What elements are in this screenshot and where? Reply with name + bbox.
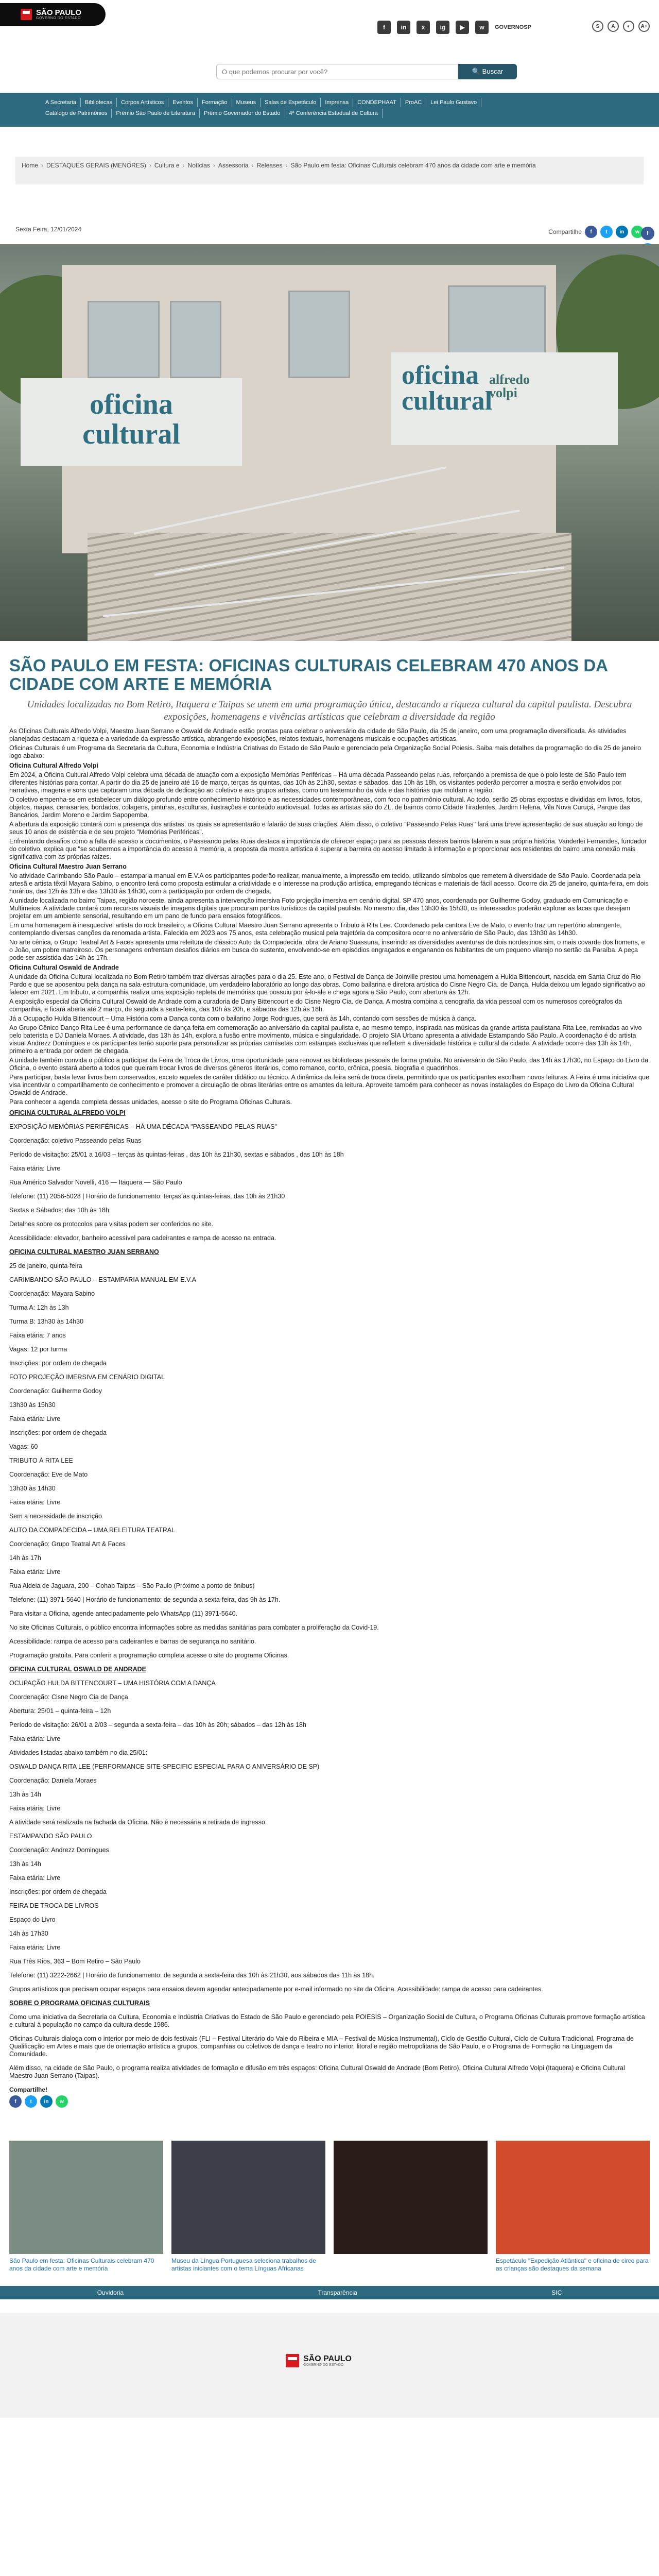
program-line: Acessibilidade: elevador, banheiro acessível para cadeirantes e rampa de acesso na entrada. (9, 1234, 276, 1242)
program-line: OCUPAÇÃO HULDA BITTENCOURT – UMA HISTÓRIA COM A DANÇA (9, 1680, 216, 1687)
nav-item[interactable]: Formação (198, 98, 232, 107)
program-line: Oficinas Culturais dialoga com o interior por meio de dois festivais (FLI – Festival Literário do Vale do Ribeira e MIA – Festival de Música Instrumental), Ciclo de Gestão Cultural, Ciclo de Cultura Tradicional, Programa de Qualificação em Artes e mais que de orientação artística a grupos, companhias ou coletivos de dança e teatro no interior, litoral e região metropolitana de São Paulo, e o Programa de Formação na Linguagem da Comunidade. (9, 2035, 634, 2058)
window (88, 301, 160, 378)
nav-item[interactable]: Catálogo de Patrimônios (41, 109, 112, 118)
nav-item[interactable]: Imprensa (321, 98, 353, 107)
related-caption[interactable]: Espetáculo "Expedição Atlântica" e oficina de circo para as crianças são destaques da semana (496, 2257, 649, 2272)
breadcrumb-item[interactable]: Cultura e (154, 162, 180, 169)
nav-item[interactable]: Bibliotecas (81, 98, 117, 107)
program-line: Abertura: 25/01 – quinta-feira – 12h (9, 1707, 111, 1715)
related-news (0, 2141, 659, 2273)
breadcrumb-item[interactable]: Assessoria (218, 162, 249, 169)
related-thumbnail[interactable] (9, 2141, 163, 2254)
banner-word: oficina (402, 361, 479, 390)
program-line: Coordenação: Eve de Mato (9, 1471, 88, 1478)
banner-right (391, 352, 618, 445)
footer-link[interactable]: Ouvidoria (97, 2289, 124, 2296)
breadcrumb-separator-icon: › (285, 162, 288, 169)
paragraph: Em 2024, a Oficina Cultural Alfredo Volpi celebra uma década de atuação com a exposição Memórias Periféricas – Há uma década Passeando pelas ruas, reforçando a premissa de que o polo leste de São Paulo tem diferentes histórias para contar. A partir do dia 25 de janeiro até 16 de março, terças às quintas, das 10h às 21h30, sextas e sábados, das 10h às 18h, os visitantes poderão percorrer a mostra e serão envolvidos por narrativas, imagens e sons que capturam uma década de dedicação ao coletivo e aos grupos artistas, como um testemunho da vida e das histórias que moldam a região. (9, 771, 627, 794)
article-subtitle: Unidades localizadas no Bom Retiro, Itaquera e Taipas se unem em uma programação única, destacando a riqueza cultural da capital paulista. Descubra exposições, homenagens e vivências artísticas que celebram a diversidade da região (27, 699, 632, 722)
program-line: Coordenação: Daniela Moraes (9, 1777, 97, 1784)
accessibility-icon[interactable]: A+ (638, 21, 650, 32)
paragraph: As Oficinas Culturais Alfredo Volpi, Maestro Juan Serrano e Oswald de Andrade estão prontas para celebrar o aniversário da cidade de São Paulo, dia 25 de janeiro, com uma programação diversificada. As atividades planejadas destacam a riqueza e a variedade da expressão artística, abrangendo exposições, relatos textuais, homenagens musicais e ocupações artísticas. (9, 727, 627, 742)
related-caption[interactable]: Museu da Língua Portuguesa seleciona trabalhos de artistas iniciantes com o tema Línguas Africanas (171, 2257, 316, 2272)
program-line: 13h às 14h (9, 1791, 41, 1798)
banner-word: volpi (489, 385, 517, 400)
banner-word: alfredo (489, 372, 530, 387)
breadcrumb-item[interactable]: Home (22, 162, 39, 169)
program-line: FEIRA DE TROCA DE LIVROS (9, 1902, 99, 1909)
social-icon[interactable]: in (397, 21, 410, 34)
section-heading: Oficina Cultural Alfredo Volpi (9, 762, 98, 769)
paragraph: No arte cênica, o Grupo Teatral Art & Faces apresenta uma releitura de clássico Auto da Compadecida, obra de Ariano Suassuna, inserindo as diversidades aventuras de dois nordestinos sim, o mais covarde dos homens, e o João, um pobre matreiroso. Os personagens enfrentam desafios diários em busca do sustento, envolvendo-se em episódios engraçados e enganando os habitantes de um pequeno vilarejo no sertão da Paraíba. A peça pode ser assistida das 14h às 17h. (9, 939, 645, 961)
program-line: Faixa etária: Livre (9, 1735, 61, 1742)
related-thumbnail[interactable] (334, 2141, 488, 2254)
banner-left (21, 378, 242, 466)
accessibility-icon[interactable]: ◐ (623, 21, 634, 32)
footer-link[interactable]: SIC (551, 2289, 562, 2296)
social-icon[interactable]: ig (436, 21, 449, 34)
paragraph: A unidade da Oficina Cultural localizada no Bom Retiro também traz diversas atrações para o dia 25. Este ano, o Festival de Dança de Joinville prestou uma homenagem a Hulda Bittencourt, nascida em Santa Cruz do Rio Pardo e que se aposentou pela dança na sala·estrutura·comunidade, um verdadeiro laboratório ao longo das obras. Como bailarina e diretora artística do Cisne Negro Cia. de Dança, Hulda deixou um legado significativo ao falecer em 2021. Em tributo, a companhia realiza uma exposição repleta de memórias que possuiu por á-lo-ale e chega agora a São Paulo, com abertura às 12h. (9, 973, 645, 996)
share-top (548, 226, 644, 238)
article-title: SÃO PAULO EM FESTA: OFICINAS CULTURAIS CELEBRAM 470 ANOS DA CIDADE COM ARTE E MEMÓRIA (9, 656, 608, 693)
breadcrumb (15, 157, 644, 184)
breadcrumb-item[interactable]: Releases (256, 162, 283, 169)
program-line: Inscrições: por ordem de chegada (9, 1888, 107, 1895)
accessibility-controls (592, 21, 650, 32)
program-line: Detalhes sobre os protocolos para visitas podem ser conferidos no site. (9, 1221, 214, 1228)
paragraph: No atividade Carimbando São Paulo – estamparia manual em E.V.A os participantes poderão realizar, manualmente, a impressão em tecido, utilizando símbolos que remetem à diversidade de São Paulo. Coordenada pela artesã e artista têxtil Mayara Sabino, o encontro terá como proposta estimular a criatividade e o interesse na produção artística, empregando técnicas e materiais de fácil acesso. Ocorre dia 25 de janeiro, quinta-feira, em dois horários, das 12h às 13h e das 13h30 às 14h30, com a participação por ordem de chegada. (9, 872, 649, 895)
program-line: FOTO PROJEÇÃO IMERSIVA EM CENÁRIO DIGITAL (9, 1374, 165, 1381)
program-line: Inscrições: por ordem de chegada (9, 1360, 107, 1367)
program-line: Vagas: 60 (9, 1443, 38, 1450)
stairs (88, 533, 571, 641)
footer-links (0, 2286, 659, 2299)
footer-logo[interactable] (286, 2354, 352, 2367)
main-navigation (0, 93, 659, 127)
related-card[interactable] (171, 2141, 325, 2273)
breadcrumb-separator-icon: › (149, 162, 151, 169)
program-line: Vagas: 12 por turma (9, 1346, 67, 1353)
program-line: Coordenação: Cisne Negro Cia de Dança (9, 1693, 128, 1701)
accessibility-icon[interactable]: A (608, 21, 619, 32)
publish-date: Sexta Feira, 12/01/2024 (15, 226, 82, 233)
nav-row-1 (41, 98, 659, 107)
program-line: Telefone: (11) 3222-2662 | Horário de funcionamento: de segunda a sexta-feira das 10h às 21h30, aos sábados das 11h às 18h. (9, 1972, 375, 1979)
brand-name: SÃO PAULO (36, 8, 82, 17)
search-button[interactable] (458, 64, 517, 79)
article-meta (15, 226, 644, 238)
nav-row-2 (41, 109, 659, 118)
social-icon[interactable]: x (417, 21, 430, 34)
program-line: Telefone: (11) 2056-5028 | Horário de funcionamento: terças às quintas-feiras, das 10h às 21h30 (9, 1193, 285, 1200)
program-line: Período de visitação: 25/01 a 16/03 – terças às quintas-feiras , das 10h às 21h30, sextas e sábados , das 10h às 18h (9, 1151, 344, 1158)
program-line: Faixa etária: Livre (9, 1165, 61, 1172)
nav-item[interactable]: Prêmio Governador do Estado (200, 109, 285, 118)
section-heading: Oficina Cultural Maestro Juan Serrano (9, 863, 127, 870)
program-list (9, 1109, 650, 2080)
related-card[interactable] (9, 2141, 163, 2273)
footer-brand-sub: GOVERNO DO ESTADO (303, 2363, 344, 2367)
nav-item[interactable]: ProAC (401, 98, 426, 107)
facebook-icon[interactable]: f (641, 227, 654, 240)
nav-item[interactable]: Museus (232, 98, 261, 107)
paragraph: A unidade localizada no bairro Taipas, região noroeste, ainda apresenta a intervenção imersiva Foto projeção imersiva em cenário digital. SP 470 anos, coordenada por Guilherme Godoy, graduado em Comunicação e Multimeios. A atividade contará com recursos visuais de imagens digitais que procuram pontos turísticos da capital paulista. No mesmo dia, das 13h30 às 15h30, os interessados poderão explorar as lacas que desejam projetar em um ambiente sensorial, resultando em um pano de fundo para ensaios fotográficos. (9, 897, 631, 920)
banner-word: cultural (402, 386, 493, 416)
window (170, 301, 221, 378)
paragraph: A exposição especial da Oficina Cultural Oswald de Andrade com a curadoria de Dany Bittencourt e do Cisne Negro Cia. de Dança. A mostra combina a cenografia da vida pessoal com os numerosos coreógrafos da companhia, e ficará aberta até 2 março, de segunda a sexta-feira, das 10h às 20h, e sábados das 12h às 18h. (9, 998, 622, 1013)
top-bar (0, 0, 659, 75)
twitter-icon[interactable]: t (600, 226, 613, 238)
program-line: Atividades listadas abaixo também no dia 25/01: (9, 1749, 148, 1756)
social-icon[interactable]: f (377, 21, 391, 34)
hero-image (0, 244, 659, 641)
breadcrumb-item: São Paulo em festa: Oficinas Culturais celebram 470 anos da cidade com arte e memória (290, 162, 536, 169)
linkedin-icon[interactable]: in (40, 2095, 53, 2108)
paragraph: Enfrentando desafios como a falta de acesso a documentos, o Passeando pelas Ruas destaca a importância de oferecer espaço para as pessoas desses bairros falarem a sua própria história. Vanderlei Fernandes, fundador do coletivo, explica que "se soubermos a importância do acesso à memória, a proposta da mostra artística é superar a barreira do acesso limitado à informação e proporcionar aos residentes do bairro uma conexão mais significativa com as próprias raízes. (9, 838, 647, 860)
nav-item[interactable]: Eventos (168, 98, 198, 107)
program-line: Grupos artísticos que precisam ocupar espaços para ensaios devem agendar antecipadamente por e-mail informado no site da Oficina. Acessibilidade: rampa de acesso para cadeirantes. (9, 1986, 543, 1993)
program-line: Acessibilidade: rampa de acesso para cadeirantes e barras de segurança no sanitário. (9, 1638, 256, 1645)
brand-sub: GOVERNO DO ESTADO (36, 16, 81, 20)
breadcrumb-separator-icon: › (251, 162, 254, 169)
governosp-label[interactable]: GOVERNOSP (495, 24, 531, 30)
footer-brand-name: SÃO PAULO (303, 2354, 352, 2363)
paragraph: Para participar, basta levar livros bem conservados, exceto aqueles de caráter didático ou técnico. A dinâmica da feira será de troca direta, permitindo que os participantes escolham novos leituras. A Feira é uma iniciativa que visa incentivar o compartilhamento de conhecimento e promover a circulação de obras literárias entre os amantes da leitura. Aproveite também para conhecer as novas instalações do Espaço do Livro da Oficina Cultural Oswald de Andrade. (9, 1074, 650, 1096)
share-label: Compartilhe (548, 228, 582, 235)
program-line: AUTO DA COMPADECIDA – UMA RELEITURA TEATRAL (9, 1527, 176, 1534)
program-line: OSWALD DANÇA RITA LEE (PERFORMANCE SITE-SPECIFIC ESPECIAL PARA O ANIVERSÁRIO DE SP) (9, 1763, 320, 1770)
nav-item[interactable]: Prêmio São Paulo de Literatura (112, 109, 199, 118)
breadcrumb-item[interactable]: Notícias (187, 162, 210, 169)
search-bar (216, 64, 517, 79)
nav-item[interactable]: A Secretaria (41, 98, 81, 107)
program-line: Telefone: (11) 3971-5640 | Horário de funcionamento: de segunda a sexta-feira, das 9h às 17h. (9, 1596, 281, 1603)
program-line: Coordenação: Guilherme Godoy (9, 1387, 102, 1395)
program-line: 13h30 às 14h30 (9, 1485, 56, 1492)
program-line: 14h às 17h30 (9, 1930, 48, 1937)
twitter-icon[interactable]: t (25, 2095, 37, 2108)
paragraph: A unidade também convida o público a participar da Feira de Troca de Livros, uma oportunidade para renovar as bibliotecas pessoais de forma gratuita. No aniversário de São Paulo, das 14h às 17h30, no Espaço do Livro da Oficina, o evento estará aberto a todos que queiram trocar livros de diversos gêneros literários, como romance, conto, crônica, poesia, biografia e quadrinhos. (9, 1057, 649, 1072)
nav-item[interactable]: Corpos Artísticos (117, 98, 168, 107)
program-line: Sem a necessidade de inscrição (9, 1513, 102, 1520)
program-line: Faixa etária: Livre (9, 1944, 61, 1951)
program-line: Como uma iniciativa da Secretaria da Cultura, Economia e Indústria Criativas do Estado de São Paulo e gerenciado pela POIESIS – Organização Social de Cultura, o Programa Oficinas Culturais promove formação artística e cultural à população no campo da cultura desde 1986. (9, 2013, 645, 2028)
gov-logo[interactable] (0, 3, 106, 26)
program-line: Programação gratuita. Para conferir a programação completa acesse o site do programa Oficinas. (9, 1652, 289, 1659)
nav-item[interactable]: Lei Paulo Gustavo (426, 98, 481, 107)
related-card[interactable] (496, 2141, 650, 2273)
social-icon[interactable]: ▶ (456, 21, 469, 34)
accessibility-icon[interactable]: S (592, 21, 603, 32)
program-line: A atividade será realizada na fachada da Oficina. Não é necessária a retirada de ingresso. (9, 1819, 267, 1826)
program-line: Sextas e Sábados: das 10h às 18h (9, 1207, 109, 1214)
paragraph: Ao Grupo Cênico Danço Rita Lee é uma performance de dança feita em comemoração ao aniversário da capital paulista e, ao mesmo tempo, inspirada nas músicas da grande artista paulistana Rita Lee, remixadas ao vivo pelo baterista e DJ Daniela Moraes. A atividade, das 13h às 14h, explora a fusão entre movimento, música e singularidade. O projeto SIA Urbano apresenta a atividade Estampando São Paulo. A coordenação é do artista visual Andrezz Domingues e os participantes terão suporte para personalizar as próprias camisetas com estampas exclusivas que refletem a diversidade histórica e cultural da cidade. A atividade ocorre das 13h às 14h, primeiro a entrada por ordem de chegada. (9, 1024, 642, 1055)
article-body (9, 727, 650, 1106)
program-line: Faixa etária: Livre (9, 1874, 61, 1882)
program-line: Faixa etária: 7 anos (9, 1332, 66, 1339)
program-line: Além disso, na cidade de São Paulo, o programa realiza atividades de formação e difusão em três espaços: Oficina Cultural Oswald de Andrade (Bom Retiro), Oficina Cultural Alfredo Volpi (Itaquera) e Oficina Cultural Maestro Juan Serrano (Taipas). (9, 2064, 625, 2079)
nav-item[interactable]: 4ª Conferência Estadual de Cultura (285, 109, 383, 118)
program-line: Coordenação: Andrezz Domingues (9, 1846, 109, 1854)
footer-link[interactable]: Transparência (318, 2289, 357, 2296)
program-heading: OFICINA CULTURAL OSWALD DE ANDRADE (9, 1666, 146, 1673)
program-line: Para visitar a Oficina, agende antecipadamente pelo WhatsApp (11) 3971-5640. (9, 1610, 238, 1617)
search-input[interactable] (216, 64, 458, 79)
paragraph: A abertura da exposição contará com a presença dos artistas, os quais se apresentarão e falarão de suas criações. Além disso, o coletivo "Passeando Pelas Ruas" fará uma breve apresentação de sua atuação ao longo de seus 10 anos de existência e de seu projeto "Memórias Periféricas". (9, 821, 643, 836)
program-line: TRIBUTO À RITA LEE (9, 1457, 73, 1464)
banner-word: oficina (90, 388, 173, 420)
program-line: 13h30 às 15h30 (9, 1401, 56, 1409)
program-line: Coordenação: coletivo Passeando pelas Ruas (9, 1137, 142, 1144)
program-line: Coordenação: Mayara Sabino (9, 1290, 95, 1297)
linkedin-icon[interactable]: in (616, 226, 628, 238)
paragraph: Oficinas Culturais é um Programa da Secretaria da Cultura, Economia e Indústria Criativas do Estado de São Paulo e gerenciado pela Organização Social Poiesis. Saiba mais detalhes da programação do dia 25 de janeiro logo abaixo: (9, 744, 641, 759)
nav-item[interactable]: Salas de Espetáculo (261, 98, 321, 107)
related-thumbnail[interactable] (171, 2141, 325, 2254)
related-thumbnail[interactable] (496, 2141, 650, 2254)
flag-icon (21, 9, 32, 20)
program-line: CARIMBANDO SÃO PAULO – ESTAMPARIA MANUAL EM E.V.A (9, 1276, 197, 1283)
section-heading: Oficina Cultural Oswald de Andrade (9, 964, 119, 971)
paragraph: Para conhecer a agenda completa dessas unidades, acesse o site do Programa Oficinas Culturais. (9, 1098, 292, 1106)
whatsapp-icon[interactable]: w (631, 226, 644, 238)
program-line: Rua Américo Salvador Novelli, 416 — Itaquera — São Paulo (9, 1179, 182, 1186)
footer (0, 2313, 659, 2418)
program-line: Turma A: 12h às 13h (9, 1304, 69, 1311)
paragraph: Já a Ocupação Hulda Bittencourt – Uma História com a Dança conta com o bailarino Jorge Rodrigues, que será às 14h, contando com sessões de música à dança. (9, 1015, 477, 1022)
program-line: Rua Três Rios, 363 – Bom Retiro – São Paulo (9, 1958, 141, 1965)
program-heading: OFICINA CULTURAL MAESTRO JUAN SERRANO (9, 1248, 159, 1256)
program-line: EXPOSIÇÃO MEMÓRIAS PERIFÉRICAS – HÁ UMA DÉCADA "PASSEANDO PELAS RUAS" (9, 1123, 277, 1130)
program-line: Faixa etária: Livre (9, 1415, 61, 1422)
social-icon[interactable]: w (475, 21, 489, 34)
program-line: Rua Aldeia de Jaguara, 200 – Cohab Taipas – São Paulo (Próximo a ponto de ônibus) (9, 1582, 255, 1589)
program-heading: SOBRE O PROGRAMA OFICINAS CULTURAIS (9, 1999, 150, 2007)
breadcrumb-item[interactable]: DESTAQUES GERAIS (MENORES) (46, 162, 146, 169)
flag-icon (286, 2354, 299, 2367)
window (288, 291, 350, 378)
share-bottom-label: Compartilhe! (9, 2086, 48, 2093)
program-line: Turma B: 13h30 às 14h30 (9, 1318, 84, 1325)
banner-word: cultural (82, 418, 180, 450)
facebook-icon[interactable]: f (585, 226, 597, 238)
program-line: Faixa etária: Livre (9, 1805, 61, 1812)
related-card[interactable] (334, 2141, 488, 2273)
search-button-label: Buscar (482, 67, 504, 75)
breadcrumb-separator-icon: › (213, 162, 215, 169)
social-links (377, 21, 531, 34)
program-line: 25 de janeiro, quinta-feira (9, 1262, 82, 1269)
paragraph: Em uma homenagem à inesquecível artista do rock brasileiro, a Oficina Cultural Maestro Juan Serrano apresenta o Tributo à Rita Lee. Coordenado pela cantora Eve de Mato, o evento traz um repertório abrangente, contemplando diversas canções da renomada artista. Falecida em 2023 aos 75 anos, esta celebração musical pela trajetória da compositora ocorre no aniversário de São Paulo, das 13h30 às 14h30. (9, 922, 622, 937)
related-caption[interactable]: São Paulo em festa: Oficinas Culturais celebram 470 anos da cidade com arte e memória (9, 2257, 154, 2272)
program-line: Faixa etária: Livre (9, 1568, 61, 1575)
program-line: 13h às 14h (9, 1860, 41, 1868)
program-line: Espaço do Livro (9, 1916, 56, 1923)
breadcrumb-separator-icon: › (182, 162, 185, 169)
program-line: Coordenação: Grupo Teatral Art & Faces (9, 1540, 126, 1548)
article (0, 656, 659, 2108)
program-line: Período de visitação: 26/01 a 2/03 – segunda a sexta-feira – das 10h às 20h; sábados – das 12h às 18h (9, 1721, 306, 1728)
share-bottom (9, 2086, 650, 2108)
search-icon: 🔍 (472, 67, 481, 75)
breadcrumb-separator-icon: › (41, 162, 44, 169)
program-line: No site Oficinas Culturais, o público encontra informações sobre as medidas sanitárias para combater a proliferação da Covid-19. (9, 1624, 379, 1631)
whatsapp-icon[interactable]: w (56, 2095, 68, 2108)
paragraph: O coletivo empenha-se em estabelecer um diálogo profundo entre conhecimento histórico e as necessidades contemporâneas, com foco no patrimônio cultural. Ao todo, serão 25 obras expostas e divididas em livros, fotos, objetos, mapas, cenasartes, bordados, colagens, pinturas, esculturas, ilustrações e conteúdo audiovisual. Todas as artistas são do ZL, de bairros como Cidade Tiradentes, Jardim Helena, Vila Nova Curuçá, Parque das Bancários, Jardim Moreno e Jardim Sapopemba. (9, 796, 643, 819)
program-line: ESTAMPANDO SÃO PAULO (9, 1833, 92, 1840)
program-line: Inscrições: por ordem de chegada (9, 1429, 107, 1436)
program-line: 14h às 17h (9, 1554, 41, 1562)
program-heading: OFICINA CULTURAL ALFREDO VOLPI (9, 1109, 126, 1116)
facebook-icon[interactable]: f (9, 2095, 22, 2108)
program-line: Faixa etária: Livre (9, 1499, 61, 1506)
nav-item[interactable]: CONDEPHAAT (353, 98, 401, 107)
